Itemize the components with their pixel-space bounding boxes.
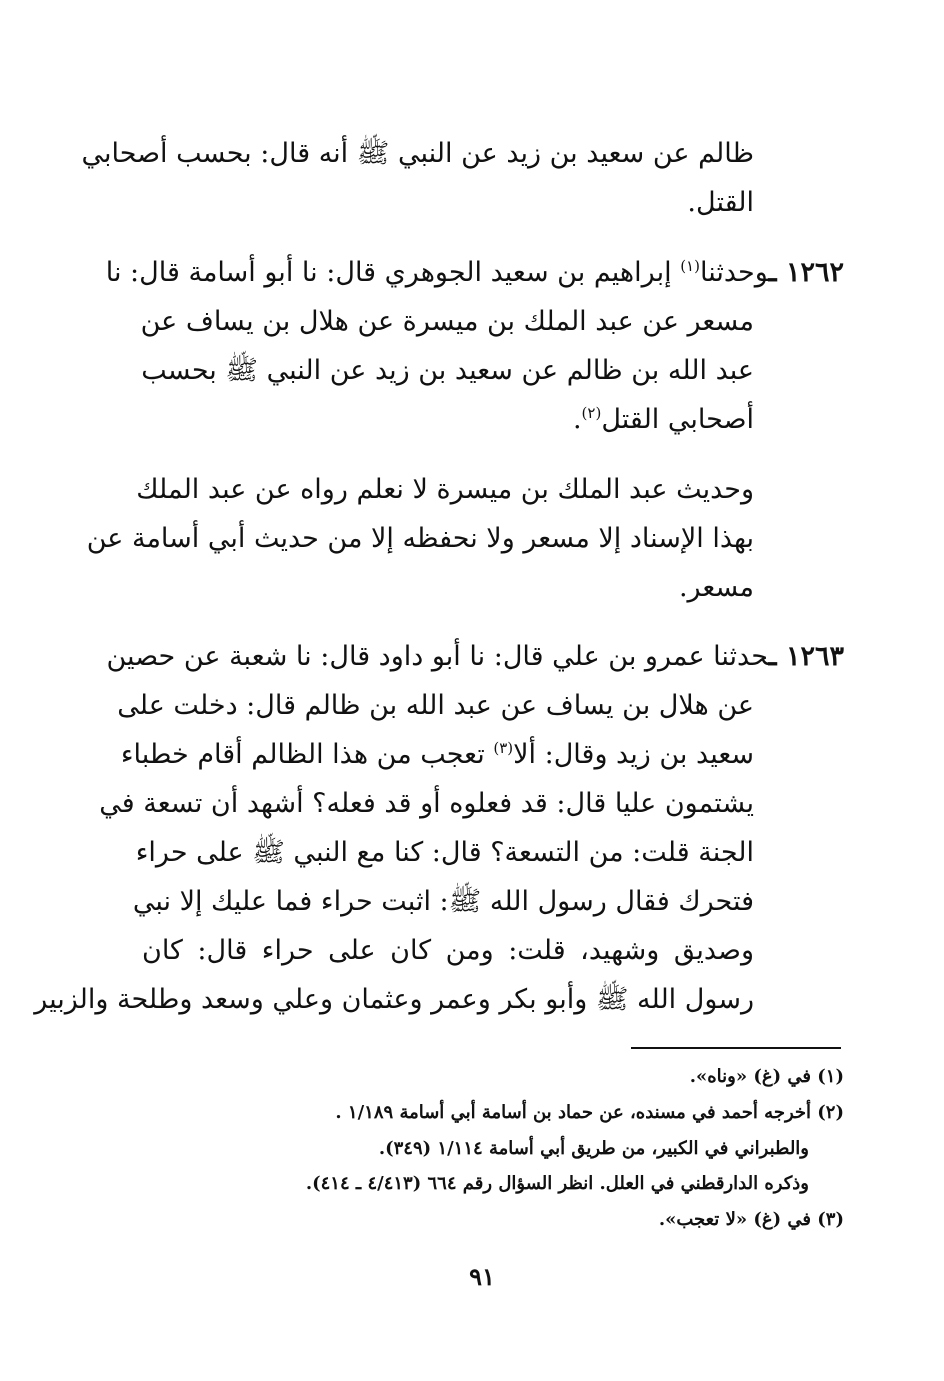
comment-line-2: بهذا الإسناد إلا مسعر ولا نحفظه إلا من حديث أبي أسامة عن [86,523,754,554]
page-number: ٩١ [469,1262,495,1291]
hadith-1263-line-1: ١٢٦٣ ـحدثنا عمرو بن علي قال: نا أبو داود قال: نا شعبة عن حصين [106,641,844,672]
hadith-1263-line-2: عن هلال بن يساف عن عبد الله بن ظالم قال: دخلت على [117,690,754,721]
comment-line-3: مسعر. [678,572,754,603]
footnote-separator [631,1047,841,1049]
hadith-1263-line-3: سعيد بن زيد وقال: ألا$^{(٣)}$ تعجب من هذا الظالم أقام خطباء [120,739,754,770]
hadith-number: ١٢٦٣ ـ [768,641,844,672]
footnote-3: (٣) في (غ) «لا تعجب». [658,1209,844,1230]
comment-line-1: وحديث عبد الملك بن ميسرة لا نعلم رواه عن عبد الملك [136,474,754,505]
footnote-mark: (٣) [493,739,514,757]
footnote-1: (١) في (غ) «وناه». [689,1066,844,1087]
intro-line-2: القتل. [687,187,754,218]
hadith-number: ١٢٦٢ ـ [768,257,844,288]
footnote-2-continued: والطبراني في الكبير، من طريق أبي أسامة ١/١١٤ (٣٤٩). [378,1138,809,1159]
hadith-1262-line-3: عبد الله بن ظالم عن سعيد بن زيد عن النبي ﷺ بحسب [141,355,754,386]
footnote-mark: (٢) [581,404,602,422]
footnote-mark: (١) [680,257,700,275]
hadith-1262-line-1: ١٢٦٢ ـوحدثنا$^{(١)}$ إبراهيم بن سعيد الجوهري قال: نا أبو أسامة قال: نا [105,257,844,288]
footnote-2: (٢) أخرجه أحمد في مسنده، عن حماد بن أسامة أبي أسامة ١/١٨٩ . [335,1102,844,1123]
hadith-1263-line-6: فتحرك فقال رسول الله ﷺ: اثبت حراء فما عليك إلا نبي [132,886,754,917]
hadith-1262-line-4: أصحابي القتل$^{(٢)}$. [572,404,754,435]
hadith-1263-line-5: الجنة قلت: من التسعة؟ قال: كنا مع النبي ﷺ على حراء [135,837,754,868]
intro-line-1: ظالم عن سعيد بن زيد عن النبي ﷺ أنه قال: بحسب أصحابي [81,138,754,169]
hadith-1263-line-4: يشتمون عليا قال: قد فعلوه أو قد فعله؟ أشهد أن تسعة في [99,788,754,819]
hadith-1263-line-8: رسول الله ﷺ وأبو بكر وعمر وعثمان وعلي وسعد وطلحة والزبير [34,984,754,1015]
hadith-1262-line-2: مسعر عن عبد الملك بن ميسرة عن هلال بن يساف عن [140,306,754,337]
hadith-1263-line-7: وصديق وشهيد، قلت: ومن كان على حراء قال: كان [142,935,754,966]
footnote-2-continued: وذكره الدارقطني في العلل. انظر السؤال رقم ٦٦٤ (٤/٤١٣ ـ ٤١٤). [305,1173,809,1194]
